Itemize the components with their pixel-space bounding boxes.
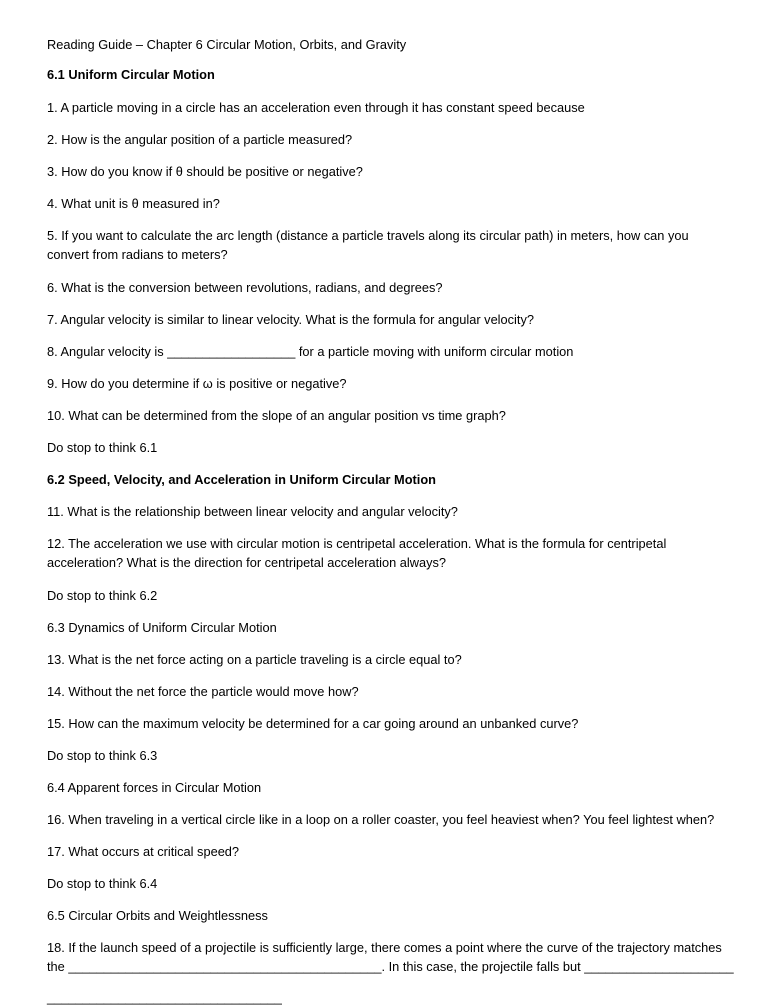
question-4: 4. What unit is θ measured in?: [47, 196, 220, 211]
question-5-line-1: 5. If you want to calculate the arc length (distance a particle travels along its circular path) in meters, how can you: [47, 228, 689, 243]
question-5-line-2: convert from radians to meters?: [47, 247, 228, 262]
stop-to-think-6-4: Do stop to think 6.4: [47, 876, 158, 891]
question-9: 9. How do you determine if ω is positive or negative?: [47, 376, 347, 391]
question-14: 14. Without the net force the particle would move how?: [47, 684, 359, 699]
question-16: 16. When traveling in a vertical circle like in a loop on a roller coaster, you feel heaviest when? You feel lightest when?: [47, 812, 715, 827]
question-13: 13. What is the net force acting on a particle traveling is a circle equal to?: [47, 652, 462, 667]
question-7: 7. Angular velocity is similar to linear velocity. What is the formula for angular velocity?: [47, 312, 534, 327]
question-11: 11. What is the relationship between linear velocity and angular velocity?: [47, 504, 458, 519]
section-6-1-heading: 6.1 Uniform Circular Motion: [47, 67, 215, 82]
question-12-line-2: acceleration? What is the direction for centripetal acceleration always?: [47, 555, 447, 570]
question-6: 6. What is the conversion between revolutions, radians, and degrees?: [47, 280, 443, 295]
stop-to-think-6-3: Do stop to think 6.3: [47, 748, 158, 763]
section-6-3-heading: 6.3 Dynamics of Uniform Circular Motion: [47, 620, 277, 635]
question-8: 8. Angular velocity is __________________ for a particle moving with uniform circular motion: [47, 344, 574, 359]
document-title: Reading Guide – Chapter 6 Circular Motion, Orbits, and Gravity: [47, 37, 407, 52]
question-18-line-3: _________________________________: [47, 990, 282, 1005]
question-10: 10. What can be determined from the slope of an angular position vs time graph?: [47, 408, 506, 423]
question-18-line-2: the ____________________________________________. In this case, the projectile falls but _____________________: [47, 959, 734, 974]
question-2: 2. How is the angular position of a particle measured?: [47, 132, 353, 147]
question-12-line-1: 12. The acceleration we use with circular motion is centripetal acceleration. What is the formula for centripetal: [47, 536, 667, 551]
section-6-4-heading: 6.4 Apparent forces in Circular Motion: [47, 780, 262, 795]
question-15: 15. How can the maximum velocity be determined for a car going around an unbanked curve?: [47, 716, 579, 731]
question-17: 17. What occurs at critical speed?: [47, 844, 240, 859]
section-6-5-heading: 6.5 Circular Orbits and Weightlessness: [47, 908, 268, 923]
question-18-line-1: 18. If the launch speed of a projectile is sufficiently large, there comes a point where the curve of the trajectory matches: [47, 940, 722, 955]
stop-to-think-6-2: Do stop to think 6.2: [47, 588, 158, 603]
question-3: 3. How do you know if θ should be positive or negative?: [47, 164, 363, 179]
question-1: 1. A particle moving in a circle has an acceleration even through it has constant speed because: [47, 100, 585, 115]
stop-to-think-6-1: Do stop to think 6.1: [47, 440, 158, 455]
section-6-2-heading: 6.2 Speed, Velocity, and Acceleration in Uniform Circular Motion: [47, 472, 436, 487]
